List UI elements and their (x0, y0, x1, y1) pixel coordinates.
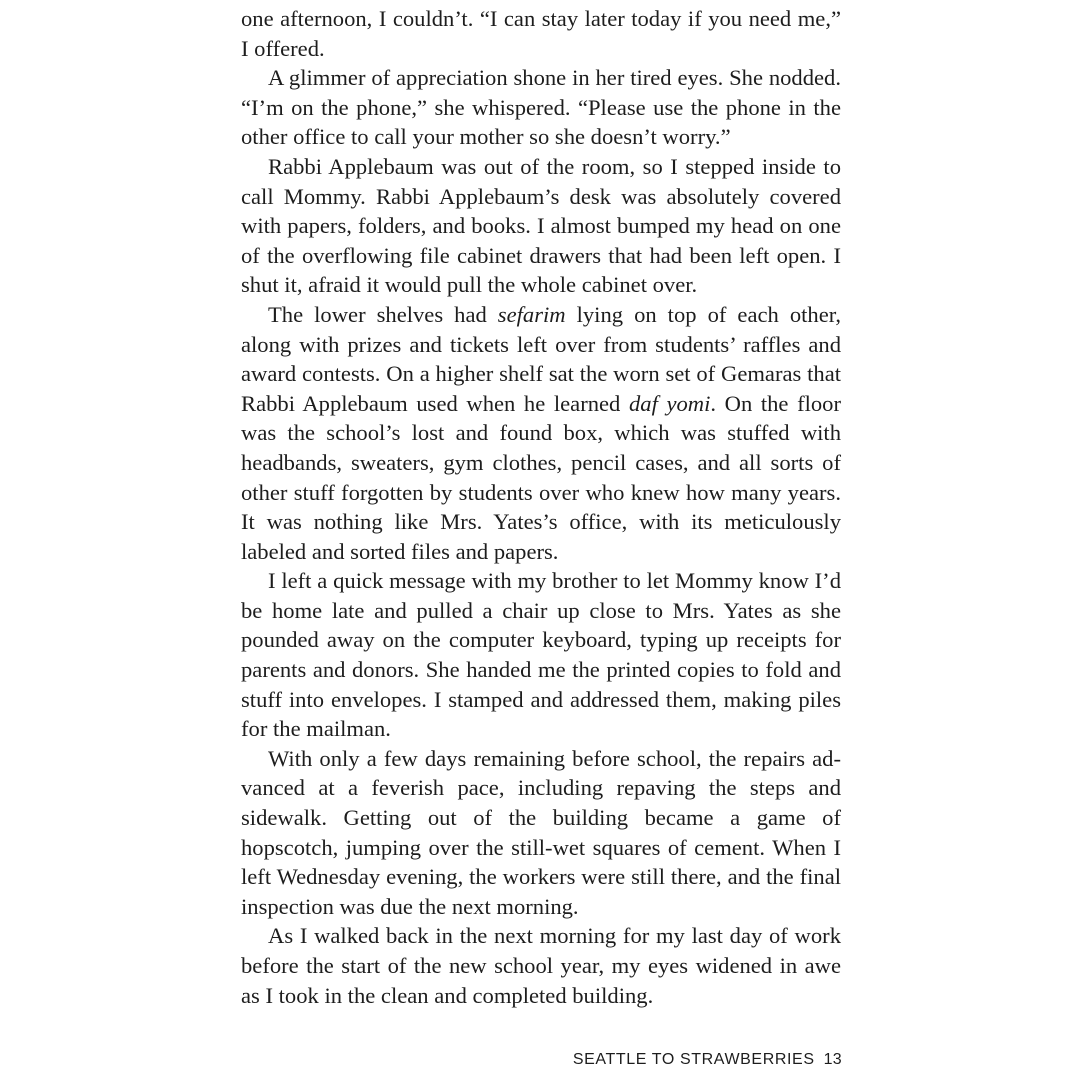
paragraph (241, 4, 841, 63)
page-number: 13 (823, 1051, 842, 1068)
text-run: With only a few days remaining before school, the repairs advanced at a feverish pace, including repaving the steps and sidewalk. Getting out of the building became a game of hopscotch, jumping over the still-wet squares of cement. When I left Wednesday evening, the workers were still there, and the final inspection was due the next morning. (241, 745, 841, 919)
paragraph (241, 566, 841, 744)
text-run: lying on top of each other, along with prizes and tickets left over from students’ raffles and award contests. On a higher shelf sat the worn set of Gemaras that Rabbi Applebaum used when he learned (241, 301, 841, 416)
text-run: I left a quick message with my brother to let Mommy know I’d be home late and pulled a chair up close to Mrs. Yates as she pounded away on the computer keyboard, typing up receipts for parents and donors. She handed me the printed copies to fold and stuff into envelopes. I stamped and addressed them, making piles for the mailman. (241, 568, 841, 742)
text-run: A glimmer of appreciation shone in her tired eyes. She nodded. “I’m on the phone,” she whispered. “Please use the phone in the other office to call your mother so she doesn’t worry.” (241, 65, 841, 150)
body-text (241, 4, 841, 1010)
text-run: The lower shelves had (268, 301, 498, 327)
paragraph (241, 744, 841, 922)
paragraph (241, 63, 841, 152)
paragraph (241, 300, 841, 566)
text-run: As I walked back in the next morning for my last day of work before the start of the new school year, my eyes widened in awe as I took in the clean and completed building. (241, 923, 841, 1008)
paragraph (241, 921, 841, 1010)
italic-term: daf yomi (628, 390, 711, 416)
text-run: Rabbi Applebaum was out of the room, so I stepped inside to call Mommy. Rabbi Applebaum’s desk was absolutely covered with papers, folders, and books. I almost bumped my head on one of the overflowing file cabinet drawers that had been left open. I shut it, afraid it would pull the whole cabinet over. (241, 153, 841, 298)
book-title: SEATTLE TO STRAWBERRIES (572, 1051, 815, 1068)
italic-term: sefarim (497, 301, 566, 327)
text-run: one afternoon, I couldn’t. “I can stay later today if you need me,” I offered. (241, 6, 841, 61)
running-footer (560, 1051, 842, 1069)
text-run: . On the floor was the school’s lost and found box, which was stuffed with headbands, sweaters, gym clothes, pencil cases, and all sorts of other stuff forgotten by students over who knew how many years. It was nothing like Mrs. Yates’s office, with its meticulously labeled and sorted files and papers. (241, 390, 841, 564)
paragraph (241, 152, 841, 300)
